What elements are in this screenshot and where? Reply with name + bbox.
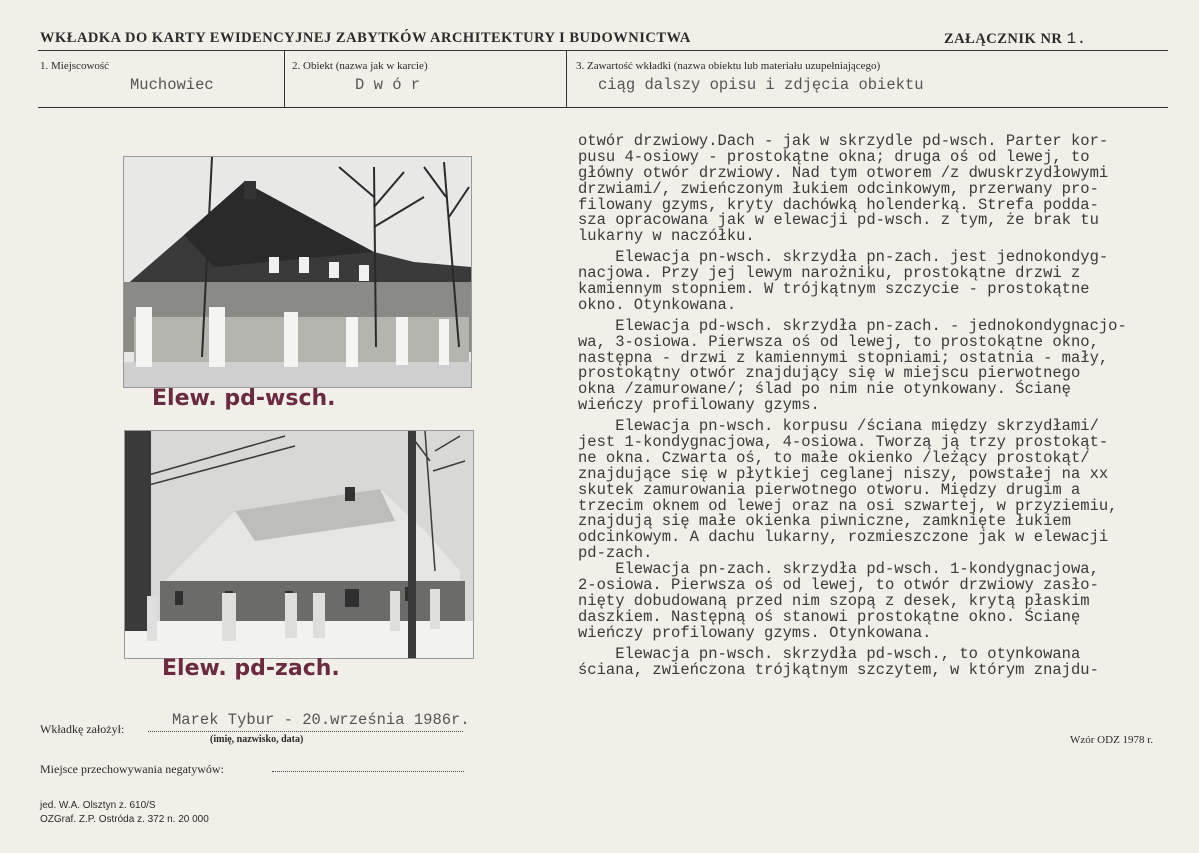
description-line: główny otwór drzwiowy. Nad tym otworem /z dwuskrzydłowymi xyxy=(578,163,1109,182)
print-info-2: OZGraf. Z.P. Ostróda z. 372 n. 20 000 xyxy=(40,814,209,825)
description-line: ściana, zwieńczona trójkątnym szczytem, w którym znajdu- xyxy=(578,660,1099,679)
annex-number: 1. xyxy=(1066,30,1087,48)
photo-2-image xyxy=(125,431,473,658)
description-line: pusu 4-osiowy - prostokątne okna; druga oś od lewej, to xyxy=(578,147,1090,166)
founder-label: Wkładkę założył: xyxy=(40,722,125,736)
description-line: nacjowa. Przy jej lewym narożniku, prostokątne drzwi z xyxy=(578,264,1081,283)
model-label: Wzór ODZ 1978 r. xyxy=(1070,734,1154,746)
description-line: odcinkowym. A dachu lukarny, rozmieszczone jak w elewacji xyxy=(578,528,1109,547)
object-label: 2. Obiekt (nazwa jak w karcie) xyxy=(292,60,428,72)
description-line: otwór drzwiowy.Dach - jak w skrzydle pd-wsch. Parter kor- xyxy=(578,132,1109,150)
description-line: okno. Otynkowana. xyxy=(578,295,737,314)
description-line: wa, 3-osiowa. Pierwsza oś od lewej, to prostokątne okno, xyxy=(578,332,1099,351)
description-line: Elewacja pd-wsch. skrzydła pn-zach. - jednokondygnacjo- xyxy=(578,316,1127,335)
contents-value: ciąg dalszy opisu i zdjęcia obiektu xyxy=(598,76,924,94)
description-line: znajdują się małe okienka piwniczne, zamknięte łukiem xyxy=(578,512,1071,531)
founder-dotted-line xyxy=(148,731,463,732)
contents-label: 3. Zawartość wkładki (nazwa obiektu lub materiału uzupełniającego) xyxy=(576,60,881,72)
locality-value: Muchowiec xyxy=(130,76,214,94)
annex-label xyxy=(944,30,1087,48)
founder-value: Marek Tybur - 20.września 1986r. xyxy=(172,711,470,729)
description-line: Elewacja pn-zach. skrzydła pd-wsch. 1-kondygnacjowa, xyxy=(578,560,1099,579)
description-line: nięty dobudowaną przed nim szopą z desek, krytą płaskim xyxy=(578,591,1090,610)
photo-1-image xyxy=(124,157,471,387)
description-line: wieńczy profilowany gzyms. xyxy=(578,396,820,415)
description-line: filowany gzyms, kryty dachówką holenderką. Strefa podda- xyxy=(578,195,1099,214)
description-line: daszkiem. Następną oś stanowi prostokątne okno. Ścianę xyxy=(578,607,1081,626)
description-line: skutek zamurowania pierwotnego otworu. Między drugim a xyxy=(578,480,1081,499)
photo-2-caption: Elew. pd-zach. xyxy=(162,656,340,681)
description-line: 2-osiowa. Pierwsza oś od lewej, to otwór drzwiowy zasło- xyxy=(578,576,1099,595)
founder-hint: (imię, nazwisko, data) xyxy=(210,734,304,745)
description-line: lukarny w naczółku. xyxy=(578,227,755,246)
description-line: sza opracowana jak w elewacji pd-wsch. z tym, że brak tu xyxy=(578,211,1099,230)
description-line: ne okna. Czwarta oś, to małe okienko /leżący prostokąt/ xyxy=(578,448,1090,467)
photo-1-caption: Elew. pd-wsch. xyxy=(152,386,336,411)
header-rule xyxy=(38,50,1168,51)
description-line: jest 1-kondygnacjowa, 4-osiowa. Tworzą ją trzy prostokąt- xyxy=(578,433,1109,452)
photo-south-west-elevation xyxy=(124,430,474,659)
negatives-dotted-line xyxy=(272,771,464,772)
description-line: Elewacja pn-wsch. skrzydła pn-zach. jest jednokondyg- xyxy=(578,248,1109,267)
description-line: drzwiami/, zwieńczonym łukiem odcinkowym, przerwany pro- xyxy=(578,179,1099,198)
description-line: Elewacja pn-wsch. skrzydła pd-wsch., to otynkowana xyxy=(578,644,1081,663)
description-line: Elewacja pn-wsch. korpusu /ściana między skrzydłami/ xyxy=(578,417,1099,436)
annex-label-text: ZAŁĄCZNIK NR xyxy=(944,31,1063,47)
description-line: wieńczy profilowany gzyms. Otynkowana. xyxy=(578,623,932,642)
description-line: okna /zamurowane/; ślad po nim nie otynkowany. Ścianę xyxy=(578,380,1071,399)
field-divider-1 xyxy=(284,50,285,107)
object-value: D w ó r xyxy=(355,76,421,94)
description-line: następna - drzwi z kamiennymi stopniami; ostatnia - mały, xyxy=(578,348,1109,367)
card-title: WKŁADKA DO KARTY EWIDENCYJNEJ ZABYTKÓW ARCHITEKTURY I BUDOWNICTWA xyxy=(40,30,691,46)
description-text xyxy=(578,134,1168,678)
negatives-label: Miejsce przechowywania negatywów: xyxy=(40,762,224,776)
print-info-1: jed. W.A. Olsztyn z. 610/S xyxy=(40,800,156,811)
description-line: znajdujące się w płytkiej ceglanej niszy, powstałej na xx xyxy=(578,464,1109,483)
fields-rule xyxy=(38,107,1168,108)
photo-south-east-elevation xyxy=(123,156,472,388)
description-line: kamiennym stopniem. W trójkątnym szczycie - prostokątne xyxy=(578,280,1090,299)
description-line: prostokątny otwór znajdujący się w miejscu pierwotnego xyxy=(578,364,1081,383)
locality-label: 1. Miejscowość xyxy=(40,60,110,72)
description-line: pd-zach. xyxy=(578,544,653,563)
description-line: trzecim oknem od lewej oraz na osi szwartej, w przyziemiu, xyxy=(578,496,1118,515)
field-divider-2 xyxy=(566,50,567,107)
